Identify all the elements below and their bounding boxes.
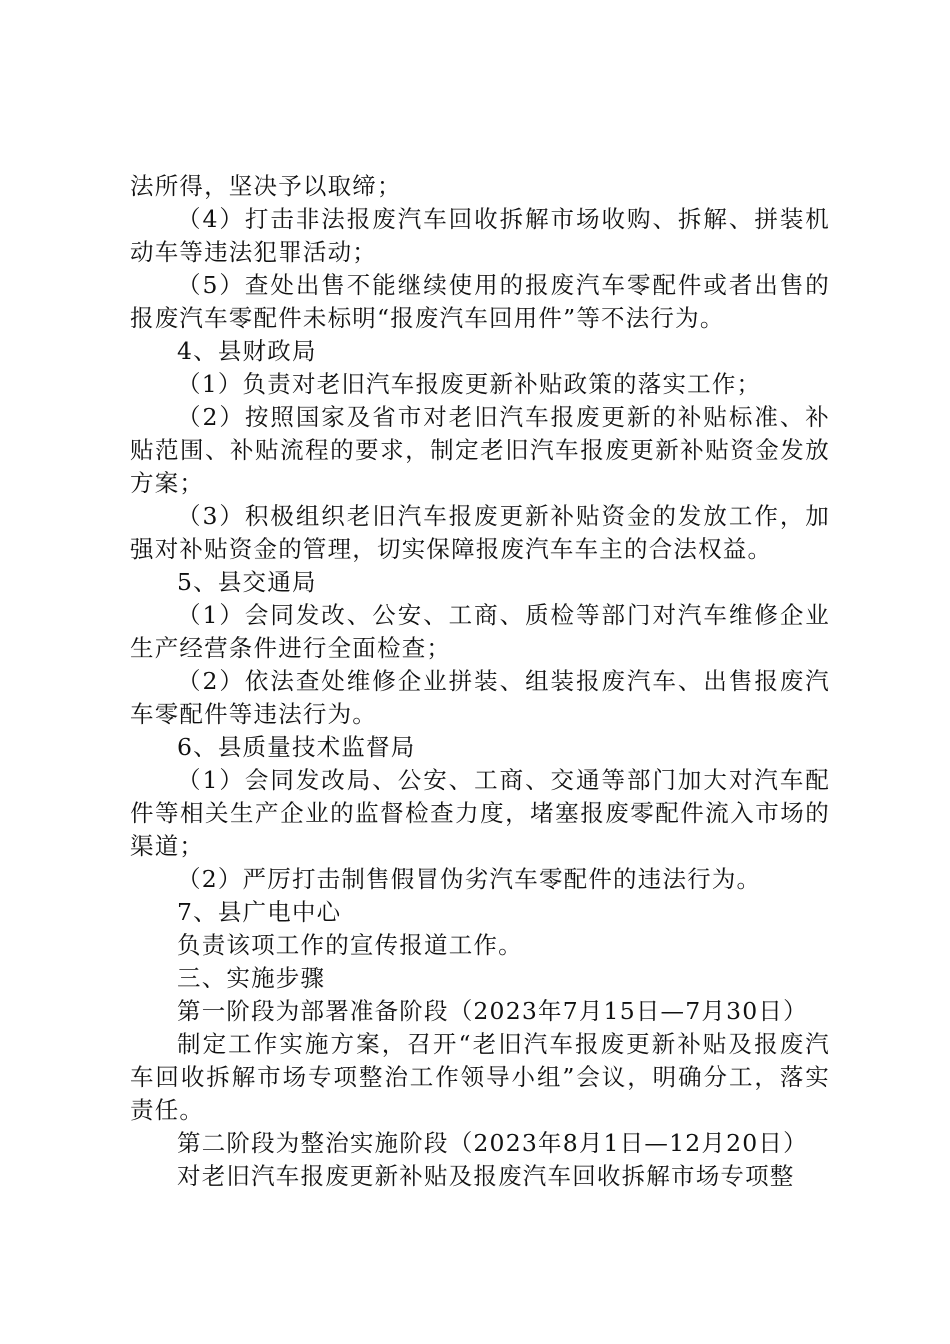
paragraph: （3）积极组织老旧汽车报废更新补贴资金的发放工作，加强对补贴资金的管理，切实保障报废汽车车主的合法权益。: [130, 502, 830, 563]
section-heading: 4、县财政局: [177, 337, 317, 365]
section-heading: 三、实施步骤: [177, 964, 326, 992]
stage-heading: 第二阶段为整治实施阶段（2023年8月1日—12月20日）: [177, 1129, 808, 1157]
paragraph: （2）依法查处维修企业拼装、组装报废汽车、出售报废汽车零配件等违法行为。: [130, 667, 830, 728]
paragraph: （1）负责对老旧汽车报废更新补贴政策的落实工作；: [177, 370, 762, 398]
section-heading: 7、县广电中心: [177, 898, 342, 926]
paragraph: 法所得，坚决予以取缔；: [130, 172, 402, 200]
paragraph: 对老旧汽车报废更新补贴及报废汽车回收拆解市场专项整: [177, 1162, 795, 1190]
paragraph: 负责该项工作的宣传报道工作。: [177, 931, 523, 959]
paragraph: 制定工作实施方案，召开“老旧汽车报废更新补贴及报废汽车回收拆解市场专项整治工作领导小组”会议，明确分工，落实责任。: [130, 1030, 830, 1124]
section-heading: 6、县质量技术监督局: [177, 733, 416, 761]
paragraph: （2）严厉打击制售假冒伪劣汽车零配件的违法行为。: [177, 865, 762, 893]
paragraph: （4）打击非法报废汽车回收拆解市场收购、拆解、拼装机动车等违法犯罪活动；: [130, 205, 830, 266]
paragraph: （1）会同发改、公安、工商、质检等部门对汽车维修企业生产经营条件进行全面检查；: [130, 601, 830, 662]
paragraph: （5）查处出售不能继续使用的报废汽车零配件或者出售的报废汽车零配件未标明“报废汽车回用件”等不法行为。: [130, 271, 830, 332]
document-body: [130, 170, 830, 1193]
paragraph: （1）会同发改局、公安、工商、交通等部门加大对汽车配件等相关生产企业的监督检查力度，堵塞报废零配件流入市场的渠道；: [130, 766, 830, 860]
stage-heading: 第一阶段为部署准备阶段（2023年7月15日—7月30日）: [177, 997, 808, 1025]
paragraph: （2）按照国家及省市对老旧汽车报废更新的补贴标准、补贴范围、补贴流程的要求，制定老旧汽车报废更新补贴资金发放方案；: [130, 403, 830, 497]
section-heading: 5、县交通局: [177, 568, 317, 596]
